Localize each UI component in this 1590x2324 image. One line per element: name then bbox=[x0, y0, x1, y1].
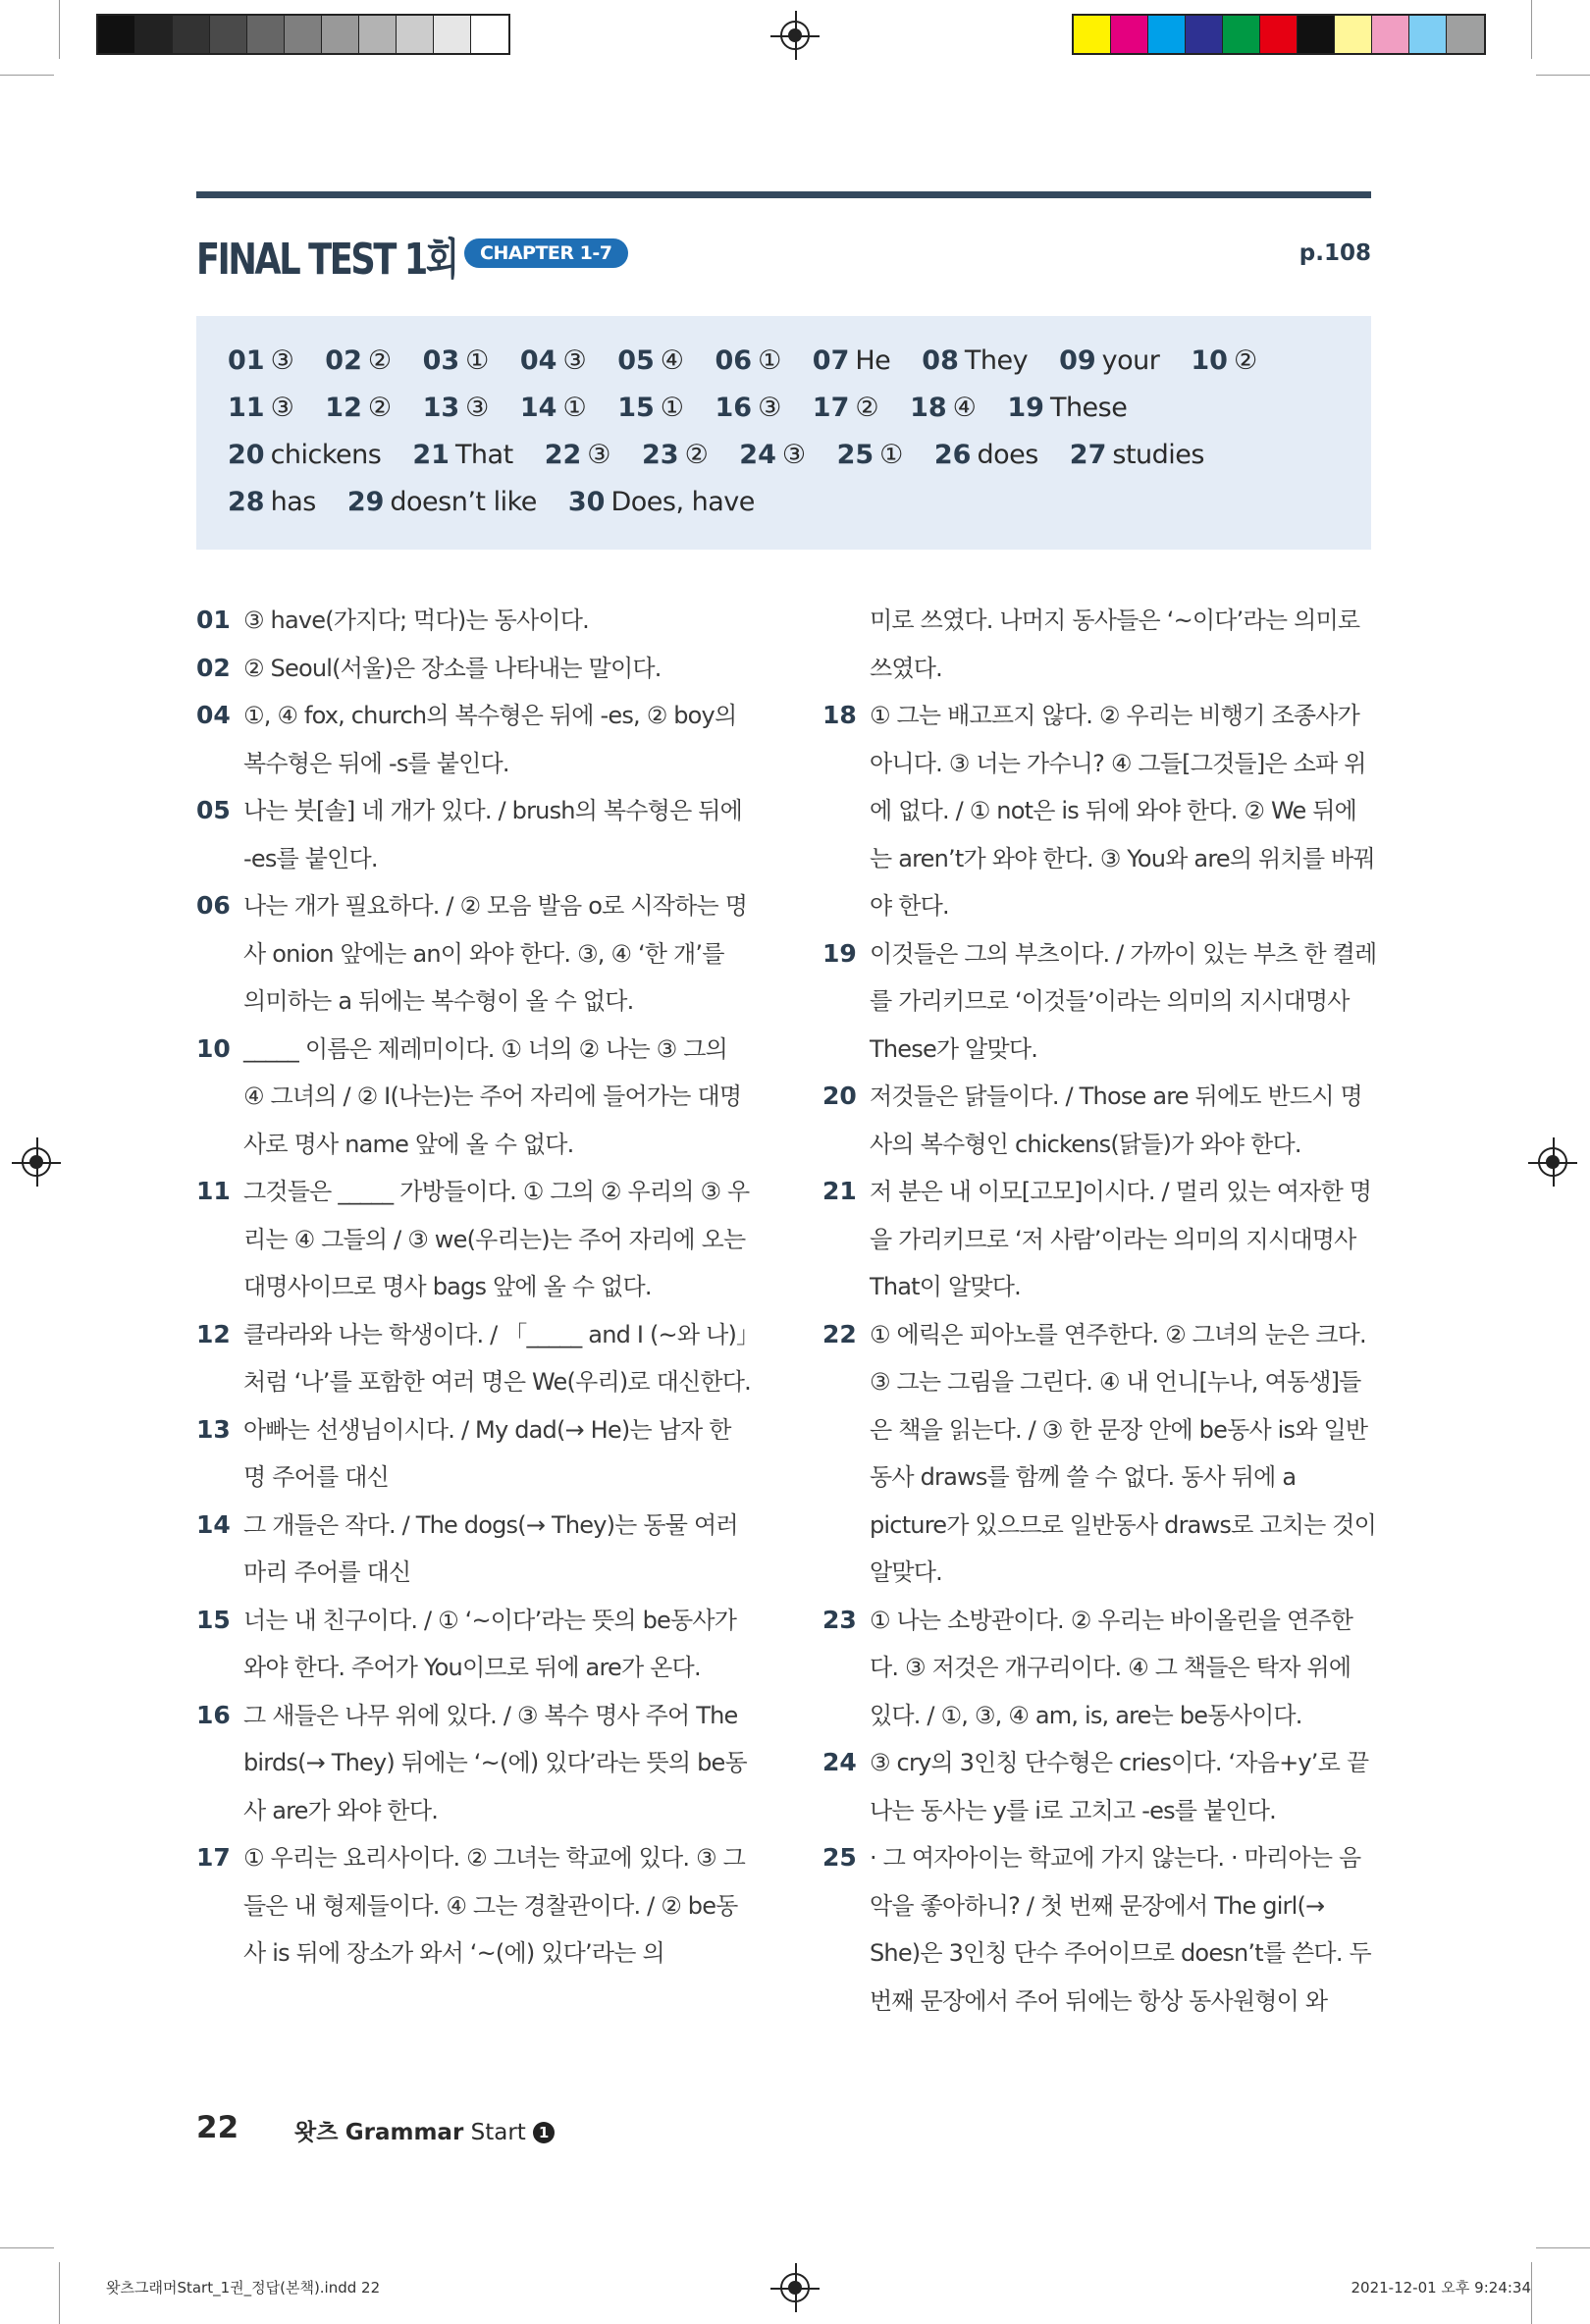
crop-mark bbox=[1536, 75, 1590, 76]
answer-value: ③ bbox=[270, 344, 294, 376]
grayscale-color-bar bbox=[96, 14, 510, 55]
question-number: 15 bbox=[196, 1605, 231, 1634]
color-swatch bbox=[1260, 16, 1298, 53]
gray-swatch bbox=[173, 16, 210, 53]
answer-number: 23 bbox=[641, 439, 679, 470]
explanation-text: ①, ④ fox, church의 복수형은 뒤에 -es, ② boy의 복수형은 뒤에 -s를 붙인다. bbox=[243, 702, 737, 777]
gray-swatch bbox=[135, 16, 173, 53]
answer-value: chickens bbox=[270, 439, 382, 470]
answer-value: has bbox=[270, 486, 316, 517]
answer-item bbox=[325, 345, 391, 376]
explanation-text: 저 분은 내 이모[고모]이시다. / 멀리 있는 여자한 명을 가리키므로 ‘저 사람’이라는 의미의 지시대명사 That이 알맞다. bbox=[870, 1178, 1372, 1300]
explanations-right-column bbox=[822, 597, 1377, 2025]
question-number: 13 bbox=[196, 1414, 231, 1444]
explanation-text: ① 우리는 요리사이다. ② 그녀는 학교에 있다. ③ 그들은 내 형제들이다. ④ 그는 경찰관이다. / ② be동사 is 뒤에 장소가 와서 ‘~(에) 있다’라는 의 bbox=[243, 1844, 745, 1967]
answer-value: ② bbox=[855, 392, 879, 423]
explanation-text: 미로 쓰였다. 나머지 동사들은 ‘~이다’라는 의미로 쓰였다. bbox=[870, 607, 1360, 682]
explanation-text: 이것들은 그의 부츠이다. / 가까이 있는 부츠 한 켤레를 가리키므로 ‘이것들’이라는 의미의 지시대명사 These가 알맞다. bbox=[870, 939, 1377, 1063]
answer-number: 06 bbox=[715, 344, 753, 376]
answer-value: ③ bbox=[465, 392, 489, 423]
answer-number: 14 bbox=[519, 392, 557, 423]
gray-swatch bbox=[247, 16, 285, 53]
process-color-bar bbox=[1072, 14, 1486, 55]
explanation-text: 클라라와 나는 학생이다. / 「_____ and I (~와 나)」처럼 ‘나’를 포함한 여러 명은 We(우리)로 대신한다. bbox=[243, 1320, 751, 1396]
answer-row bbox=[228, 431, 1371, 478]
explanation-entry bbox=[196, 1406, 751, 1502]
answer-value: does bbox=[977, 439, 1038, 470]
color-swatch bbox=[1148, 16, 1186, 53]
page-number: 22 bbox=[196, 2110, 239, 2145]
answer-item bbox=[813, 393, 878, 423]
answer-number: 22 bbox=[544, 439, 582, 470]
answer-number: 15 bbox=[617, 392, 655, 423]
explanation-text: 너는 내 친구이다. / ① ‘~이다’라는 뜻의 be동사가 와야 한다. 주어가 You이므로 뒤에 are가 온다. bbox=[243, 1606, 737, 1681]
explanation-text: ② Seoul(서울)은 장소를 나타내는 말이다. bbox=[243, 654, 662, 682]
answer-number: 28 bbox=[228, 486, 265, 517]
color-swatch bbox=[1298, 16, 1335, 53]
answer-value: ② bbox=[367, 344, 392, 376]
answer-item bbox=[922, 345, 1028, 376]
explanation-entry bbox=[196, 692, 751, 787]
answer-item bbox=[423, 393, 489, 423]
answer-key-box bbox=[196, 316, 1371, 550]
explanation-text: 그 개들은 작다. / The dogs(→ They)는 동물 여러 마리 주어를 대신 bbox=[243, 1510, 738, 1586]
color-swatch bbox=[1186, 16, 1223, 53]
answer-value: ① bbox=[465, 344, 489, 376]
answer-value: ② bbox=[684, 439, 709, 470]
gray-swatch bbox=[285, 16, 322, 53]
explanation-entry bbox=[822, 692, 1377, 930]
crop-mark bbox=[59, 2262, 60, 2324]
answer-number: 29 bbox=[346, 486, 385, 517]
answer-value: They bbox=[964, 344, 1029, 376]
registration-mark-left bbox=[22, 1147, 51, 1177]
explanation-text: ① 에릭은 피아노를 연주한다. ② 그녀의 눈은 크다. ③ 그는 그림을 그린다. ④ 내 언니[누나, 여동생]들은 책을 읽는다. / ③ 한 문장 안에 be동사 is와 일반동사 draws를 함께 쓸 수 없다. 동사 뒤에 a picture가 있으므로 일반동사 draws로 고치는 것이 알맞다. bbox=[870, 1320, 1377, 1586]
explanation-text: ③ have(가지다; 먹다)는 동사이다. bbox=[243, 607, 589, 634]
answer-number: 04 bbox=[519, 344, 557, 376]
answer-item bbox=[813, 345, 891, 376]
answer-number: 20 bbox=[228, 439, 265, 470]
explanation-text: _____ 이름은 제레미이다. ① 너의 ② 나는 ③ 그의 ④ 그녀의 / ② I(나는)는 주어 자리에 들어가는 대명사로 명사 name 앞에 올 수 없다. bbox=[243, 1034, 742, 1158]
answer-number: 30 bbox=[567, 486, 606, 517]
explanation-entry bbox=[196, 882, 751, 1026]
color-swatch bbox=[1372, 16, 1409, 53]
answer-value: Does, have bbox=[610, 486, 755, 517]
answer-number: 02 bbox=[325, 344, 362, 376]
question-number: 01 bbox=[196, 606, 231, 634]
answer-value: ① bbox=[758, 344, 781, 376]
question-number: 19 bbox=[822, 938, 857, 968]
gray-swatch bbox=[322, 16, 359, 53]
explanation-text: ③ cry의 3인칭 단수형은 cries이다. ‘자음+y’로 끝나는 동사는 y를 i로 고치고 -es를 붙인다. bbox=[870, 1749, 1369, 1824]
explanation-entry bbox=[822, 1597, 1377, 1740]
book-suffix: Start bbox=[470, 2120, 526, 2145]
answer-value: ① bbox=[562, 392, 587, 423]
answer-number: 16 bbox=[715, 392, 753, 423]
answer-row bbox=[228, 478, 1371, 525]
question-number: 16 bbox=[196, 1700, 231, 1729]
answer-value: ③ bbox=[562, 344, 587, 376]
answer-value: ③ bbox=[587, 439, 610, 470]
crop-mark bbox=[1531, 0, 1532, 59]
gray-swatch bbox=[210, 16, 247, 53]
answer-item bbox=[228, 393, 293, 423]
question-number: 17 bbox=[196, 1843, 231, 1872]
answer-number: 05 bbox=[617, 344, 655, 376]
answer-item bbox=[545, 440, 610, 470]
answer-number: 27 bbox=[1069, 439, 1107, 470]
answer-number: 09 bbox=[1059, 344, 1096, 376]
explanation-entry bbox=[196, 787, 751, 882]
gray-swatch bbox=[359, 16, 397, 53]
explanation-entry bbox=[196, 1026, 751, 1169]
answer-value: ② bbox=[1233, 344, 1257, 376]
color-swatch bbox=[1409, 16, 1447, 53]
answer-item bbox=[423, 345, 489, 376]
explanation-text: 저것들은 닭들이다. / Those are 뒤에도 반드시 명사의 복수형인 chickens(닭들)가 와야 한다. bbox=[870, 1083, 1362, 1158]
book-title bbox=[294, 2114, 555, 2146]
answer-number: 11 bbox=[228, 392, 265, 423]
question-number: 12 bbox=[196, 1319, 231, 1348]
question-number: 06 bbox=[196, 891, 231, 920]
registration-mark-top bbox=[780, 21, 810, 50]
answer-item bbox=[228, 440, 381, 470]
answer-item bbox=[1070, 440, 1204, 470]
color-swatch bbox=[1335, 16, 1372, 53]
explanation-entry bbox=[196, 645, 751, 693]
answer-item bbox=[568, 487, 755, 517]
crop-mark bbox=[0, 75, 54, 76]
gray-swatch bbox=[98, 16, 135, 53]
answer-value: ① bbox=[660, 392, 684, 423]
answer-number: 07 bbox=[812, 344, 850, 376]
answer-item bbox=[837, 440, 903, 470]
color-swatch bbox=[1074, 16, 1111, 53]
explanation-entry bbox=[196, 1692, 751, 1835]
answer-number: 18 bbox=[910, 392, 947, 423]
explanation-entry bbox=[196, 1168, 751, 1311]
answer-item bbox=[617, 345, 683, 376]
explanation-entry bbox=[196, 1311, 751, 1406]
question-number: 10 bbox=[196, 1033, 231, 1063]
answer-item bbox=[642, 440, 708, 470]
explanation-entry bbox=[822, 1739, 1377, 1834]
answer-value: ② bbox=[367, 392, 392, 423]
answer-item bbox=[520, 393, 586, 423]
answer-item bbox=[739, 440, 805, 470]
explanation-entry bbox=[822, 1834, 1377, 2025]
explanations-left-column bbox=[196, 597, 751, 1978]
crop-mark bbox=[1531, 2262, 1532, 2324]
registration-mark-right bbox=[1538, 1147, 1567, 1177]
registration-mark-bottom bbox=[780, 2273, 810, 2302]
color-swatch bbox=[1111, 16, 1148, 53]
answer-item bbox=[325, 393, 391, 423]
page-reference: p.108 bbox=[1298, 240, 1371, 266]
explanation-entry bbox=[196, 1597, 751, 1692]
explanation-entry bbox=[822, 1168, 1377, 1311]
explanation-text: 그것들은 _____ 가방들이다. ① 그의 ② 우리의 ③ 우리는 ④ 그들의 / ③ we(우리는)는 주어 자리에 오는 대명사이므로 명사 bags 앞에 올 수 없다. bbox=[243, 1178, 750, 1300]
answer-value: ④ bbox=[952, 392, 977, 423]
answer-number: 12 bbox=[325, 392, 362, 423]
explanation-text: · 그 여자아이는 학교에 가지 않는다. · 마리아는 음악을 좋아하니? / 첫 번째 문장에서 The girl(→ She)은 3인칭 단수 주어이므로 doesn’t를 쓴다. 두 번째 문장에서 주어 뒤에는 항상 동사원형이 와 bbox=[870, 1844, 1371, 2015]
answer-number: 21 bbox=[412, 439, 450, 470]
answer-number: 03 bbox=[422, 344, 460, 376]
explanation-entry bbox=[822, 1073, 1377, 1168]
question-number: 05 bbox=[196, 796, 231, 824]
explanation-entry bbox=[196, 597, 751, 645]
answer-row bbox=[228, 337, 1371, 384]
answer-number: 24 bbox=[739, 439, 776, 470]
gray-swatch bbox=[434, 16, 471, 53]
answer-number: 01 bbox=[228, 344, 265, 376]
explanation-text: ① 나는 소방관이다. ② 우리는 바이올린을 연주한다. ③ 저것은 개구리이다. ④ 그 책들은 탁자 위에 있다. / ①, ③, ④ am, is, are는 be동사이다. bbox=[870, 1606, 1353, 1729]
question-number: 14 bbox=[196, 1509, 231, 1539]
answer-value: He bbox=[855, 344, 891, 376]
question-number: 23 bbox=[822, 1605, 857, 1634]
explanation-text: ① 그는 배고프지 않다. ② 우리는 비행기 조종사가 아니다. ③ 너는 가수니? ④ 그들[그것들]은 소파 위에 없다. / ① not은 is 뒤에 와야 한다. ② We 뒤에는 aren’t가 와야 한다. ③ You와 are의 위치를 바꿔야 한다. bbox=[870, 702, 1375, 920]
answer-number: 13 bbox=[422, 392, 460, 423]
answer-value: ① bbox=[879, 439, 903, 470]
answer-number: 26 bbox=[933, 439, 972, 470]
answer-item bbox=[910, 393, 976, 423]
crop-mark bbox=[1536, 2247, 1590, 2248]
question-number: 21 bbox=[822, 1177, 857, 1205]
color-swatch bbox=[1447, 16, 1484, 53]
explanation-entry bbox=[822, 1311, 1377, 1597]
explanation-text: 나는 개가 필요하다. / ② 모음 발음 o로 시작하는 명사 onion 앞에는 an이 와야 한다. ③, ④ ‘한 개’를 의미하는 a 뒤에는 복수형이 올 수 없다. bbox=[243, 892, 748, 1015]
question-number: 11 bbox=[196, 1177, 231, 1205]
gray-swatch bbox=[471, 16, 508, 53]
question-number: 22 bbox=[822, 1319, 857, 1348]
answer-number: 08 bbox=[922, 344, 959, 376]
answer-value: studies bbox=[1112, 439, 1204, 470]
answer-number: 19 bbox=[1007, 392, 1044, 423]
gray-swatch bbox=[397, 16, 434, 53]
date-slug: 2021-12-01 오후 9:24:34 bbox=[1351, 2279, 1531, 2297]
explanation-text: 나는 붓[솔] 네 개가 있다. / brush의 복수형은 뒤에 -es를 붙인다. bbox=[243, 797, 743, 872]
answer-item bbox=[1007, 393, 1127, 423]
answer-item bbox=[617, 393, 683, 423]
answer-item bbox=[412, 440, 512, 470]
chapter-badge: CHAPTER 1-7 bbox=[464, 238, 628, 268]
book-prefix: 왓츠 bbox=[294, 2120, 339, 2145]
question-number: 20 bbox=[822, 1082, 857, 1110]
answer-item bbox=[715, 345, 780, 376]
answer-value: ④ bbox=[660, 344, 684, 376]
question-number: 02 bbox=[196, 653, 231, 682]
explanation-entry bbox=[196, 1834, 751, 1978]
answer-item bbox=[347, 487, 537, 517]
answer-value: your bbox=[1101, 344, 1160, 376]
answer-value: That bbox=[454, 439, 513, 470]
answer-value: ③ bbox=[758, 392, 781, 423]
question-number: 18 bbox=[822, 701, 857, 729]
answer-item bbox=[520, 345, 586, 376]
explanation-entry bbox=[196, 1502, 751, 1597]
explanation-text: 아빠는 선생님이시다. / My dad(→ He)는 남자 한 명 주어를 대신 bbox=[243, 1415, 731, 1491]
header-rule bbox=[196, 191, 1371, 198]
crop-mark bbox=[59, 0, 60, 59]
answer-value: These bbox=[1049, 392, 1128, 423]
question-number: 24 bbox=[822, 1748, 857, 1776]
question-number: 04 bbox=[196, 701, 231, 729]
explanation-text: 그 새들은 나무 위에 있다. / ③ 복수 명사 주어 The birds(→ They) 뒤에는 ‘~(에) 있다’라는 뜻의 be동사 are가 와야 한다. bbox=[243, 1701, 747, 1824]
answer-value: ③ bbox=[781, 439, 806, 470]
answer-row bbox=[228, 384, 1371, 431]
answer-item bbox=[1191, 345, 1256, 376]
page-title: FINAL TEST 1회 bbox=[196, 235, 457, 285]
book-name: Grammar bbox=[344, 2120, 464, 2145]
explanation-continuation bbox=[822, 597, 1377, 692]
question-number: 25 bbox=[822, 1843, 857, 1872]
file-slug: 왓츠그래머Start_1권_정답(본책).indd 22 bbox=[106, 2279, 381, 2297]
volume-number-icon: 1 bbox=[533, 2122, 555, 2143]
answer-value: ③ bbox=[270, 392, 294, 423]
answer-number: 25 bbox=[836, 439, 874, 470]
answer-item bbox=[1059, 345, 1159, 376]
answer-number: 17 bbox=[812, 392, 850, 423]
answer-item bbox=[934, 440, 1038, 470]
answer-item bbox=[228, 345, 293, 376]
answer-item bbox=[715, 393, 780, 423]
crop-mark bbox=[0, 2247, 54, 2248]
answer-value: doesn’t like bbox=[390, 486, 537, 517]
answer-item bbox=[228, 487, 316, 517]
explanation-entry bbox=[822, 930, 1377, 1074]
answer-number: 10 bbox=[1191, 344, 1228, 376]
color-swatch bbox=[1223, 16, 1260, 53]
